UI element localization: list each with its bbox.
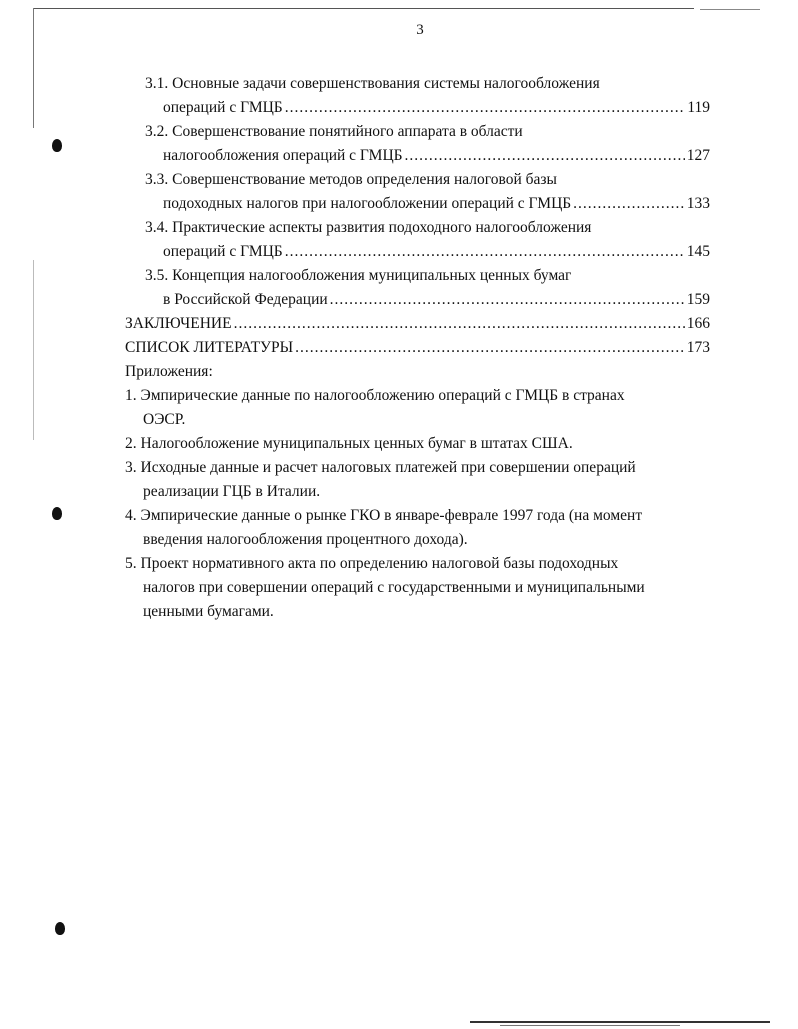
toc-entry-title-cont: операций с ГМЦБ [163,99,283,116]
toc-entry-3-2[interactable] [125,120,710,168]
toc-entry-title-cont: подоходных налогов при налогообложении операций с ГМЦБ [163,195,572,212]
toc-entry-title: 3.5. Концепция налогообложения муниципальных ценных бумаг [145,267,572,284]
toc-page-number: 166 [686,315,710,332]
toc-page-number: 173 [686,339,710,356]
appendix-text: 5. Проект нормативного акта по определению налоговой базы подоходных [125,555,619,572]
appendix-text-cont: ценными бумагами. [143,603,274,620]
toc-page-number: 145 [686,243,710,260]
punch-hole-mark [55,922,65,935]
appendix-text-cont: ОЭСР. [143,411,186,428]
toc-entry-title: 3.2. Совершенствование понятийного аппарата в области [145,123,523,140]
appendix-text: 1. Эмпирические данные по налогообложению операций с ГМЦБ в странах [125,387,625,404]
toc-entry-title: 3.3. Совершенствование методов определения налоговой базы [145,171,557,188]
toc-page-number: 127 [686,147,710,164]
toc-entry-title-cont: операций с ГМЦБ [163,243,283,260]
leader-dots [234,312,685,336]
scan-edge-top [34,8,694,9]
punch-hole-mark [52,507,62,520]
appendix-text-cont: введения налогообложения процентного дохода). [143,531,468,548]
leader-dots [285,96,686,120]
toc-entry-3-1[interactable] [125,72,710,120]
appendix-item-5 [125,552,710,624]
toc-entry-title: 3.4. Практические аспекты развития подоходного налогообложения [145,219,592,236]
toc-entry-title: 3.1. Основные задачи совершенствования системы налогообложения [145,75,600,92]
page-number: 3 [416,22,424,38]
toc-page-number: 119 [687,99,710,116]
leader-dots [405,144,685,168]
toc-page-number: 159 [686,291,710,308]
scan-edge-left-lower [33,260,34,440]
appendix-item-1 [125,384,710,432]
toc-entry-title: СПИСОК ЛИТЕРАТУРЫ [125,339,294,356]
scan-edge-bottom [470,1021,770,1023]
appendix-text: 4. Эмпирические данные о рынке ГКО в январе-феврале 1997 года (на момент [125,507,643,524]
leader-dots [330,288,685,312]
appendix-item-2 [125,432,710,456]
appendix-item-4 [125,504,710,552]
toc-entry-title-cont: налогообложения операций с ГМЦБ [163,147,403,164]
appendix-text: 3. Исходные данные и расчет налоговых платежей при совершении операций [125,459,636,476]
scan-edge-bottom-inner [500,1025,680,1026]
appendix-text: 2. Налогообложение муниципальных ценных бумаг в штатах США. [125,435,573,452]
punch-hole-mark [52,139,62,152]
appendix-item-3 [125,456,710,504]
leader-dots [285,240,685,264]
table-of-contents [125,72,710,624]
toc-entry-title: ЗАКЛЮЧЕНИЕ [125,315,232,332]
scan-edge-top-right [700,9,760,10]
toc-entry-3-3[interactable] [125,168,710,216]
appendix-text-cont: налогов при совершении операций с государственными и муниципальными [143,579,645,596]
toc-entry-references[interactable] [125,336,710,360]
toc-entry-3-4[interactable] [125,216,710,264]
toc-page-number: 133 [686,195,710,212]
leader-dots [573,192,685,216]
toc-entry-title-cont: в Российской Федерации [163,291,328,308]
appendices-heading: Приложения: [125,363,213,380]
leader-dots [295,336,685,360]
toc-entry-conclusion[interactable] [125,312,710,336]
appendix-text-cont: реализации ГЦБ в Италии. [143,483,321,500]
toc-entry-3-5[interactable] [125,264,710,312]
